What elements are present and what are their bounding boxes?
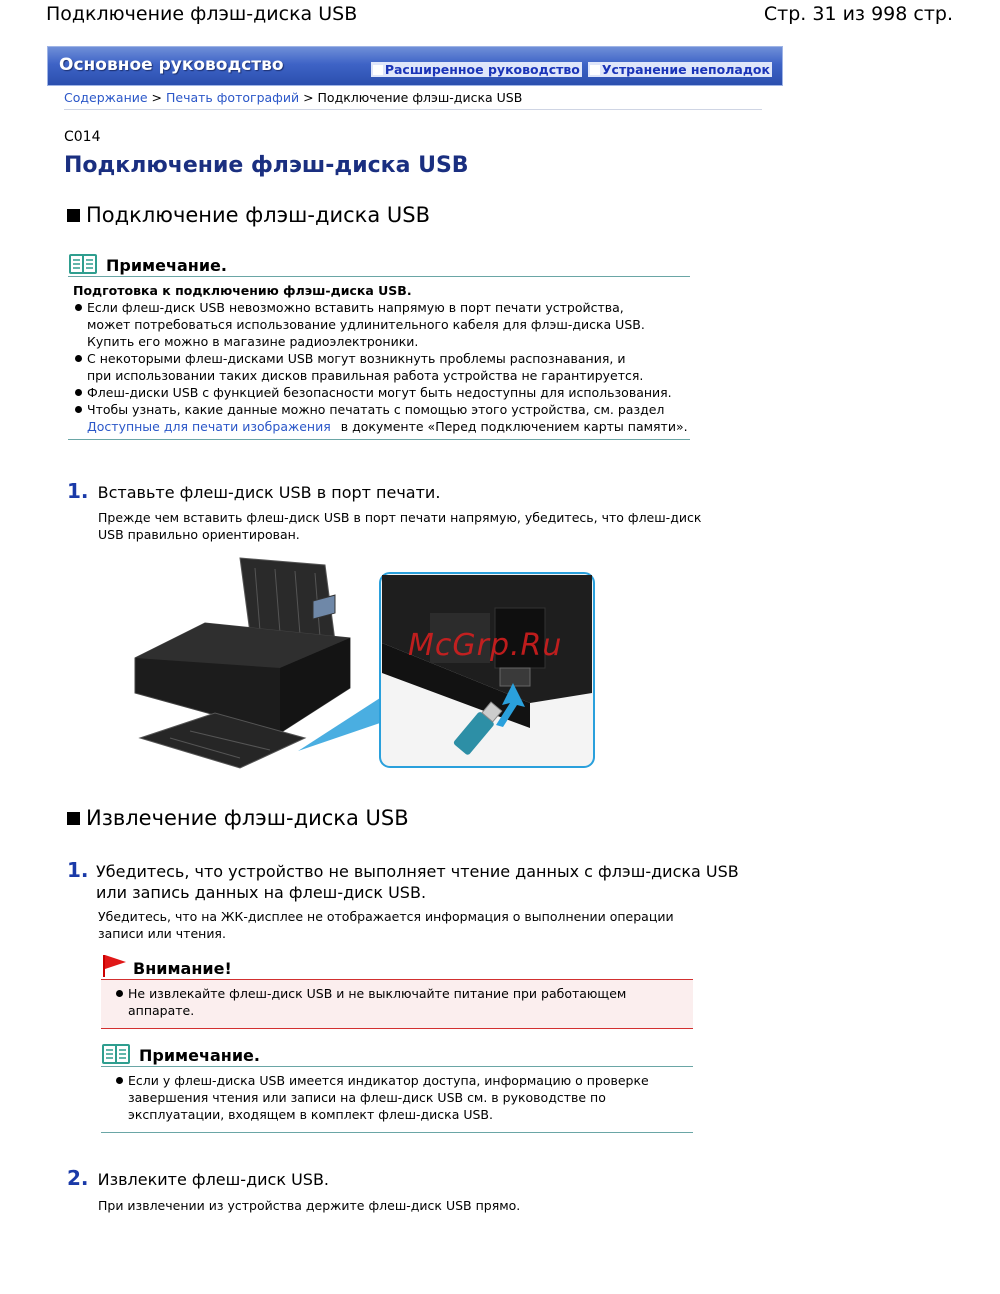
square-icon (373, 65, 383, 75)
list-item (73, 401, 690, 435)
advanced-guide-label: Расширенное руководство (384, 62, 580, 77)
step-description: Убедитесь, что на ЖК-дисплее не отображается информация о выполнении операции записи или чтения. (98, 909, 674, 941)
step-check (67, 858, 767, 903)
step-title: Извлеките флеш-диск USB. (97, 1170, 329, 1189)
book-icon (101, 1043, 131, 1065)
banner-links (371, 62, 772, 77)
square-icon (590, 65, 600, 75)
breadcrumb-contents-link[interactable]: Содержание (64, 90, 148, 105)
step-title-line: Убедитесь, что устройство не выполняет чтение данных с флэш-диска USB (96, 862, 739, 881)
note-label: Примечание. (106, 256, 227, 275)
warning-header (101, 952, 693, 978)
step-number: 1. (67, 858, 89, 882)
list-item: Если флеш-диск USB невозможно вставить напрямую в порт печати устройства, может потребоваться использование удлинительного кабеля для флэш-диска USB. Купить его можно в магазине радиоэлектроники. (73, 299, 657, 350)
page-counter: Стр. 31 из 998 стр. (763, 3, 953, 25)
note-content (68, 277, 690, 440)
book-icon (68, 253, 98, 275)
step-remove (67, 1166, 329, 1190)
note-content (101, 1067, 693, 1133)
list-item-text: Чтобы узнать, какие данные можно печатать с помощью этого устройства, см. раздел (87, 402, 665, 417)
breadcrumb-print-photos-link[interactable]: Печать фотографий (165, 90, 300, 105)
warning-box (101, 952, 693, 1029)
section-heading-connect (67, 203, 430, 227)
note-box (101, 1039, 693, 1133)
usb-port (500, 668, 530, 686)
printer-usb-illustration (130, 553, 600, 783)
step-title (96, 858, 767, 903)
step-description: Прежде чем вставить флеш-диск USB в порт печати напрямую, убедитесь, что флеш-диск USB правильно ориентирован. (98, 510, 702, 542)
step-insert (67, 479, 440, 503)
guide-banner (47, 46, 783, 86)
square-bullet-icon (67, 812, 80, 825)
list-item: С некоторыми флеш-дисками USB могут возникнуть проблемы распознавания, и при использовании таких дисков правильная работа устройства не гарантируется. (73, 350, 647, 384)
step-number: 2. (67, 1166, 89, 1190)
note-header (68, 249, 690, 275)
breadcrumb-current: Подключение флэш-диска USB (317, 90, 523, 105)
watermark: McGrp.Ru (408, 628, 563, 663)
troubleshooting-label: Устранение неполадок (601, 62, 770, 77)
advanced-guide-link[interactable] (371, 62, 582, 77)
note-box (68, 249, 690, 440)
section-heading-text: Подключение флэш-диска USB (86, 203, 430, 227)
note-header (101, 1039, 693, 1065)
list-item: Не извлекайте флеш-диск USB и не выключайте питание при работающем аппарате. (114, 985, 693, 1019)
step-number: 1. (67, 479, 89, 503)
step-title-line: или запись данных на флеш-диск USB. (96, 883, 427, 902)
breadcrumb-separator: > (299, 90, 318, 105)
warning-label: Внимание! (133, 959, 232, 978)
note-label: Примечание. (139, 1046, 260, 1065)
section-heading-remove (67, 806, 409, 830)
link-suffix: в документе «Перед подключением карты памяти». (336, 419, 688, 434)
printable-images-link[interactable]: Доступные для печати изображения (87, 419, 331, 434)
breadcrumb (64, 90, 762, 110)
note-subheading: Подготовка к подключению флэш-диска USB. (73, 283, 412, 298)
step-title: Вставьте флеш-диск USB в порт печати. (97, 483, 441, 502)
page-title: Подключение флэш-диска USB (64, 153, 469, 178)
list-item: Флеш-диски USB с функцией безопасности могут быть недоступны для использования. (73, 384, 690, 401)
red-flag-icon (101, 954, 127, 978)
breadcrumb-separator: > (147, 90, 166, 105)
document-title: Подключение флэш-диска USB (46, 3, 358, 25)
step-description: При извлечении из устройства держите флеш-диск USB прямо. (98, 1198, 521, 1213)
list-item: Если у флеш-диска USB имеется индикатор доступа, информацию о проверке завершения чтения или записи на флеш-диск USB см. в руководстве по эксплуатации, входящем в комплект флеш-диска USB. (114, 1072, 673, 1123)
section-heading-text: Извлечение флэш-диска USB (86, 806, 409, 830)
warning-content (101, 980, 693, 1029)
troubleshooting-link[interactable] (588, 62, 772, 77)
banner-title: Основное руководство (59, 55, 284, 75)
square-bullet-icon (67, 209, 80, 222)
page-code: C014 (64, 129, 101, 145)
